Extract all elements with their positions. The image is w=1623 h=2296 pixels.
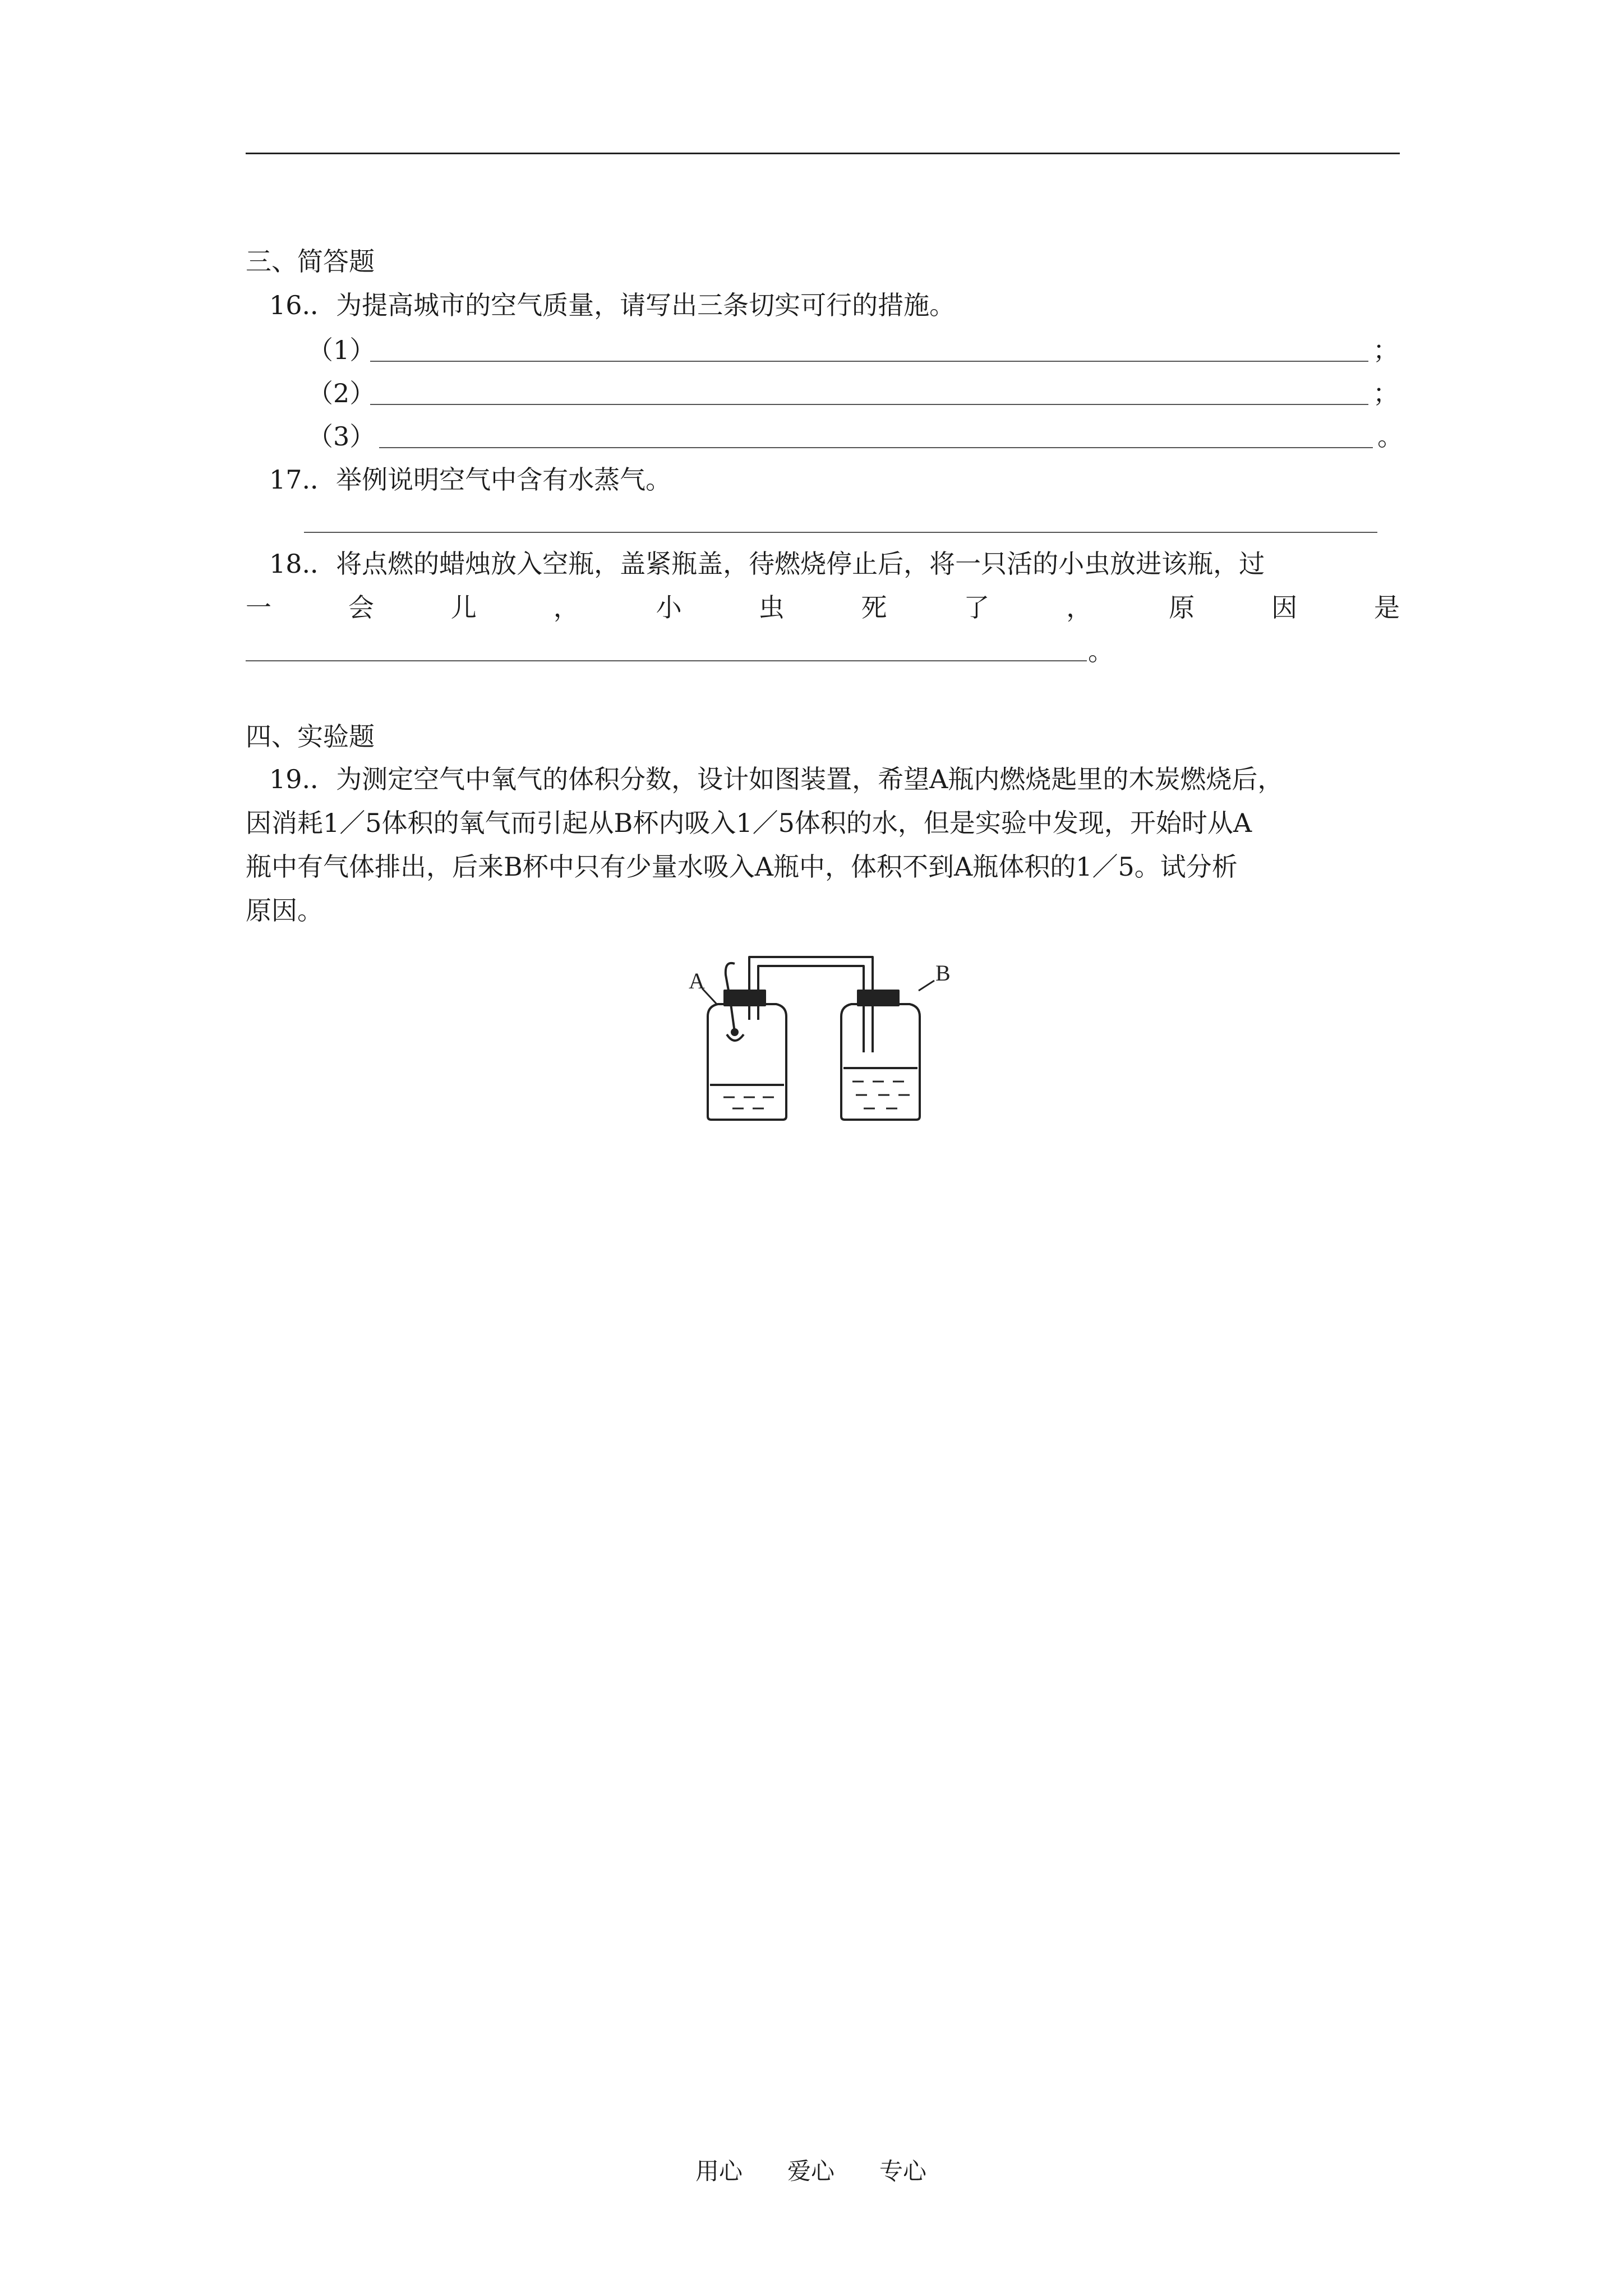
q18-char: ， [553, 592, 579, 623]
q18-char: 原 [1169, 592, 1195, 623]
section-heading-experiment: 四、实验题 [246, 721, 375, 752]
q18-char: ， [1066, 592, 1092, 623]
q16-item-2-end: ； [1373, 378, 1399, 408]
q16-item-1-end: ； [1373, 335, 1399, 365]
q18-char: 小 [656, 592, 682, 623]
q18-char: 一 [246, 592, 271, 623]
q16-item-3-number: （3） [307, 421, 376, 452]
footer-item: 爱心 [787, 2157, 835, 2185]
charcoal [731, 1028, 739, 1036]
apparatus-figure [679, 948, 959, 1128]
label-a: A [689, 968, 705, 993]
footer-item: 用心 [695, 2157, 743, 2185]
footer-item: 专心 [879, 2157, 927, 2185]
q18-end: 。 [1088, 636, 1114, 666]
question-19-line-1: 19.．为测定空气中氧气的体积分数，设计如图装置，希望A瓶内燃烧匙里的木炭燃烧后， [269, 764, 1284, 794]
q18-char: 会 [348, 592, 374, 623]
question-18-line-2 [246, 586, 1400, 629]
bottle-b-body [841, 1004, 920, 1120]
q18-char: 虫 [758, 592, 785, 623]
header-rule [246, 153, 1400, 154]
q16-item-3-answer-blank[interactable] [379, 447, 1373, 448]
label-b: B [935, 960, 951, 986]
question-18-line-1: 18.．将点燃的蜡烛放入空瓶，盖紧瓶盖，待燃烧停止后，将一只活的小虫放进该瓶，过 [269, 549, 1265, 579]
question-17-stem: 17.．举例说明空气中含有水蒸气。 [269, 464, 672, 495]
q16-item-1-number: （1） [307, 335, 376, 365]
q18-char: 儿 [450, 592, 477, 623]
question-16-stem: 16.．为提高城市的空气质量，请写出三条切实可行的措施。 [269, 290, 956, 320]
q17-answer-blank[interactable] [304, 532, 1377, 533]
question-19-line-3: 瓶中有气体排出，后来B杯中只有少量水吸入A瓶中，体积不到A瓶体积的1／5。试分析 [246, 852, 1238, 882]
q18-answer-blank[interactable] [246, 660, 1087, 661]
q18-char: 死 [861, 592, 887, 623]
q18-char: 因 [1271, 592, 1298, 623]
question-19-line-2: 因消耗1／5体积的氧气而引起从B杯内吸入1／5体积的水，但是实验中发现，开始时从A [246, 808, 1252, 838]
bottle-a-body [708, 1004, 786, 1120]
q16-item-2-answer-blank[interactable] [370, 404, 1368, 405]
q18-char: 是 [1373, 592, 1400, 623]
q16-item-1-answer-blank[interactable] [370, 361, 1368, 362]
q18-char: 了 [963, 592, 990, 623]
connecting-tube-inner [758, 966, 864, 1052]
q16-item-3-end: 。 [1377, 421, 1403, 452]
footer [695, 2153, 926, 2187]
question-19-line-4: 原因。 [246, 895, 323, 926]
section-heading-short-answer: 三、简答题 [246, 246, 375, 277]
q16-item-2-number: （2） [307, 378, 376, 408]
